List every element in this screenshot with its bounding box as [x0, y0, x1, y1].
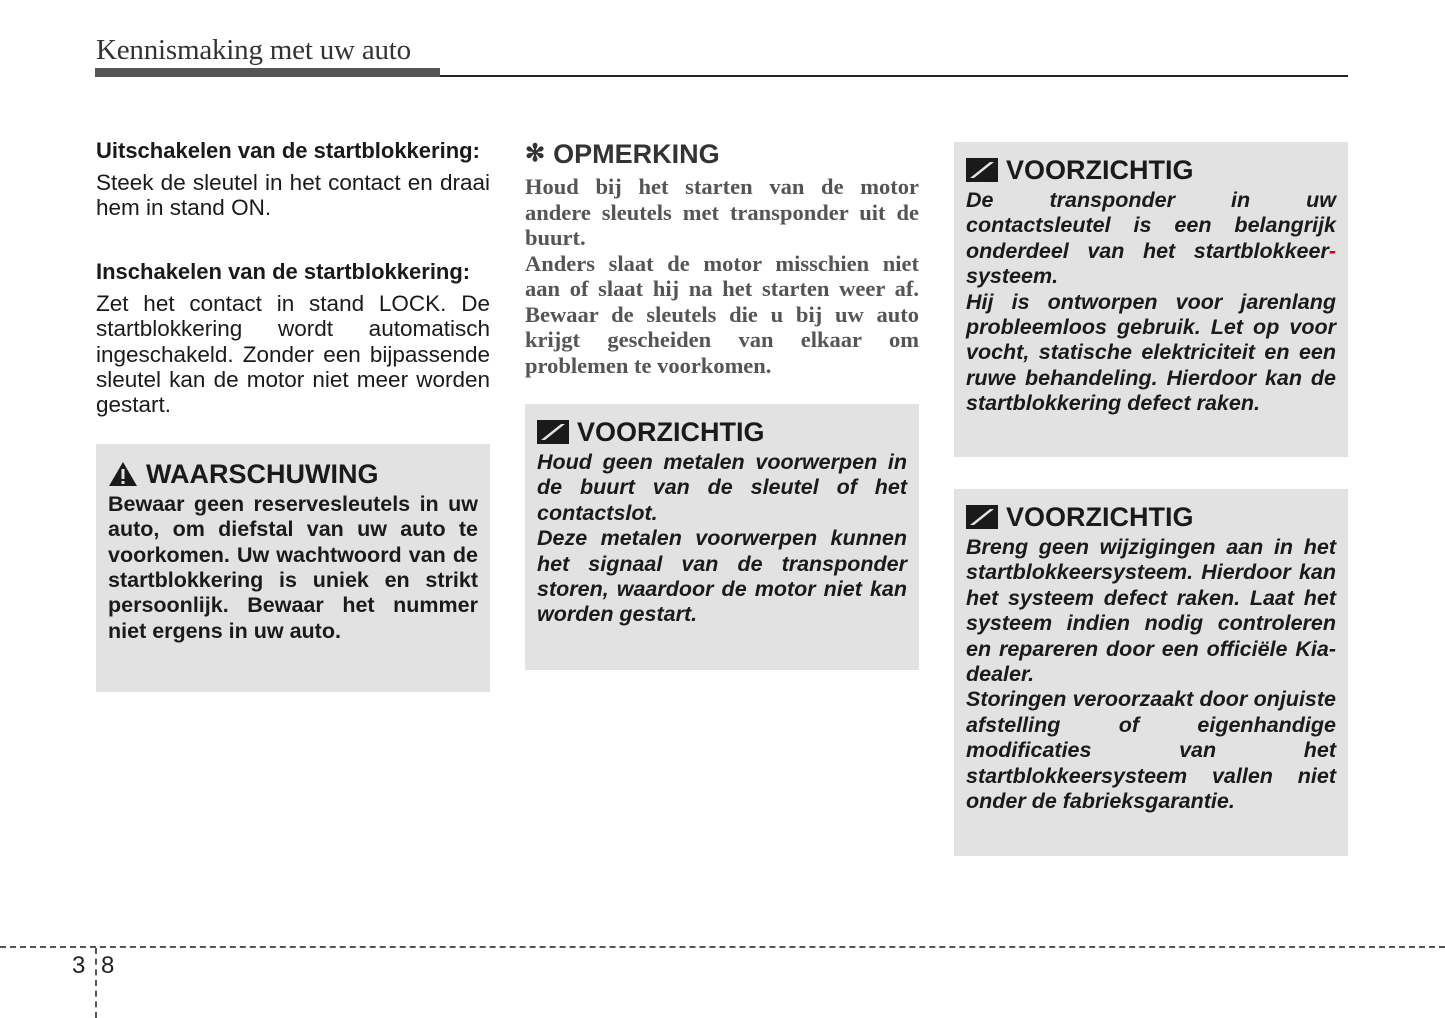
- caution-box-1: [525, 404, 919, 670]
- footer-dashed-divider: [95, 948, 97, 1018]
- caution-z-icon: [966, 158, 998, 182]
- warning-title: [108, 458, 478, 490]
- caution-title: [537, 416, 907, 448]
- header-rule: [440, 75, 1348, 77]
- caution-title-label: VOORZICHTIG: [1006, 155, 1194, 185]
- column-2: [525, 138, 919, 670]
- caution-box-3: [954, 489, 1348, 856]
- caution-text: Breng geen wijzigingen aan in het startblokkeersysteem. Hierdoor kan het systeem defect raken. Laat het systeem indien nodig controleren en repareren door een officiële Kia-dealer.: [966, 535, 1336, 687]
- caution-text-2: Deze metalen voorwerpen kunnen het signaal van de transponder storen, waardoor de motor niet kan worden gestart.: [537, 526, 907, 627]
- section-heading-enable: Inschakelen van de startblokkering:: [96, 258, 471, 284]
- warning-triangle-icon: [108, 460, 138, 488]
- warning-box: [96, 444, 490, 692]
- page-header-title: Kennismaking met uw auto: [96, 34, 411, 66]
- caution-text-2: Hij is ontworpen voor jarenlang probleemloos gebruik. Let op voor vocht, statische elektriciteit en een ruwe behandeling. Hierdoor kan de startblokkering defect raken.: [966, 289, 1336, 416]
- chapter-number: 3: [72, 952, 86, 979]
- caution-z-icon: [966, 505, 998, 529]
- footer-dashed-rule: [0, 946, 1445, 948]
- caution-text: De transponder in uw contactsleutel is een belangrijk onderdeel van het startblokkeer-systeem.: [966, 188, 1336, 289]
- column-3: [954, 142, 1348, 856]
- caution-z-icon: [537, 420, 569, 444]
- page-number: 8: [101, 952, 115, 979]
- caution-text-2: Storingen veroorzaakt door onjuiste afstelling of eigenhandige modificaties van het startblokkeersysteem vallen niet onder de fabrieksgarantie.: [966, 687, 1336, 814]
- caution-title-label: VOORZICHTIG: [577, 417, 765, 447]
- caution-title: [966, 501, 1336, 533]
- note-title: [525, 138, 919, 170]
- caution-box-2: [954, 142, 1348, 457]
- header-accent-bar: [95, 68, 440, 77]
- section-text-disable: Steek de sleutel in het contact en draai hem in stand ON.: [96, 170, 490, 221]
- warning-title-label: WAARSCHUWING: [146, 458, 379, 489]
- caution-title-label: VOORZICHTIG: [1006, 502, 1194, 532]
- note-text: Houd bij het starten van de motor andere sleutels met transponder uit de buurt.: [525, 174, 919, 250]
- caution-title: [966, 154, 1336, 186]
- column-1: [96, 138, 490, 692]
- asterisk-icon: ✻: [525, 140, 546, 167]
- caution-text: Houd geen metalen voorwerpen in de buurt van de sleutel of het contactslot.: [537, 450, 907, 525]
- note-title-label: OPMERKING: [553, 139, 720, 169]
- note-text-2: Anders slaat de motor misschien niet aan of slaat hij na het starten weer af. Bewaar de sleutels die u bij uw auto krijgt gescheiden van elkaar om problemen te voorkomen.: [525, 250, 919, 378]
- section-heading-disable: Uitschakelen van de startblokkering:: [96, 138, 480, 163]
- section-text-enable: Zet het contact in stand LOCK. De startblokkering wordt automatisch ingeschakeld. Zonder een bijpassende sleutel kan de motor niet meer worden gestart.: [96, 290, 490, 418]
- warning-text: Bewaar geen reservesleutels in uw auto, om diefstal van uw auto te voorkomen. Uw wachtwoord van de startblokkering is uniek en strikt persoonlijk. Bewaar het nummer niet ergens in uw auto.: [108, 491, 478, 643]
